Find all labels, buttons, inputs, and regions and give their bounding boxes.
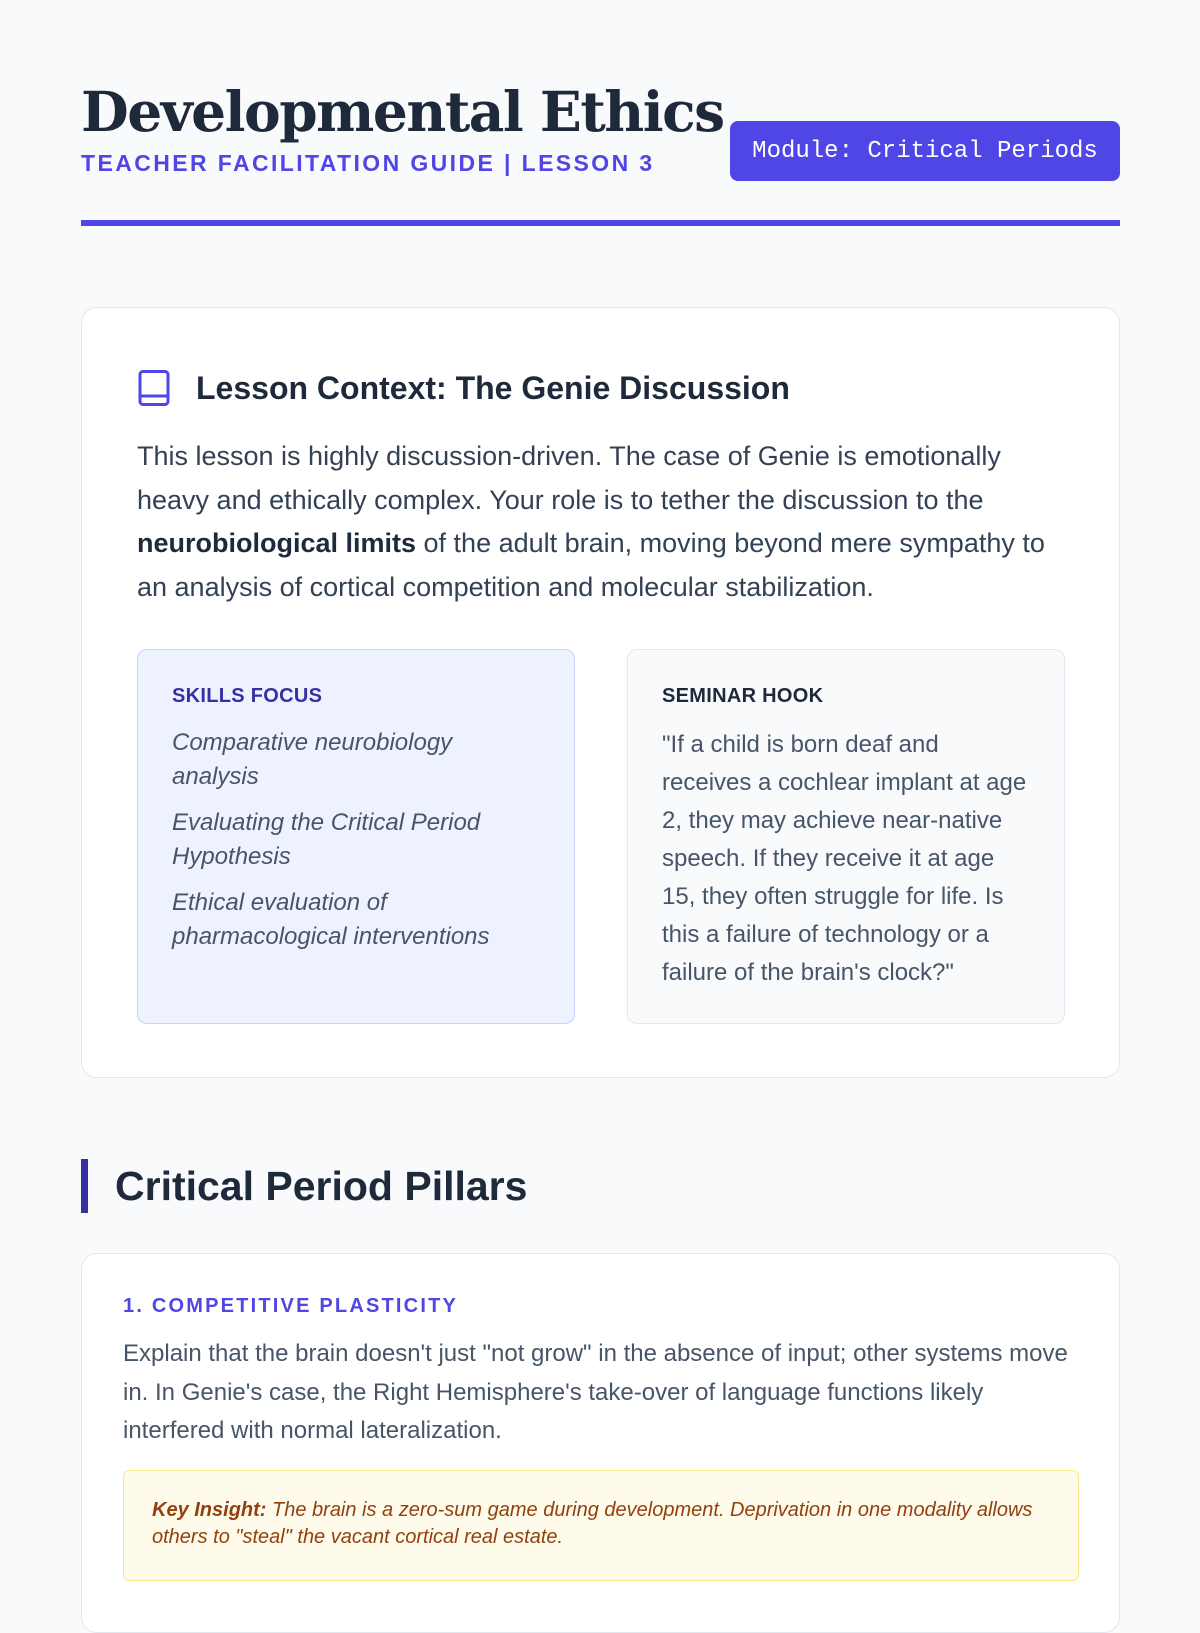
pillar-card bbox=[81, 1253, 1120, 1633]
skills-focus-box bbox=[137, 649, 575, 1024]
skill-item: Comparative neurobiology analysis bbox=[172, 729, 453, 790]
lesson-context-body-rest: of the adult brain, moving beyond mere sympathy to an analysis of cortical competition and molecular stabilization. bbox=[137, 528, 1045, 602]
pillar-title: 1. COMPETITIVE PLASTICITY bbox=[123, 1295, 459, 1317]
pillar-body: Explain that the brain doesn't just "not grow" in the absence of input; other systems move in. In Genie's case, the Right Hemisphere's take-over of language functions likely interfered with normal lateralization. bbox=[123, 1340, 1068, 1444]
lesson-context-header bbox=[137, 366, 790, 410]
lesson-context-body bbox=[137, 435, 1077, 609]
module-badge: Module: Critical Periods bbox=[730, 121, 1120, 181]
key-insight-text: The brain is a zero-sum game during development. Deprivation in one modality allows others to "steal" the vacant cortical real estate. bbox=[152, 1499, 1033, 1548]
seminar-hook-quote: "If a child is born deaf and receives a cochlear implant at age 2, they may achieve near-native speech. If they receive it at age 15, they often struggle for life. Is this a failure of technology or a failure of the brain's clock?" bbox=[662, 731, 1027, 986]
page-title: Developmental Ethics bbox=[81, 79, 724, 144]
page-subtitle: TEACHER FACILITATION GUIDE | LESSON 3 bbox=[81, 150, 655, 176]
lesson-context-card bbox=[81, 307, 1120, 1078]
book-icon bbox=[137, 369, 171, 407]
seminar-hook-box bbox=[627, 649, 1065, 1024]
lesson-context-body-intro: This lesson is highly discussion-driven. The case of Genie is emotionally heavy and ethically complex. Your role is to tether the discussion to the bbox=[137, 441, 1001, 515]
skill-item: Ethical evaluation of pharmacological interventions bbox=[172, 889, 490, 950]
pillars-section-title: Critical Period Pillars bbox=[81, 1159, 527, 1213]
header bbox=[81, 78, 1120, 226]
key-insight-callout bbox=[123, 1470, 1079, 1581]
key-insight-label: Key Insight: bbox=[152, 1499, 267, 1521]
lesson-context-emphasis: neurobiological limits bbox=[137, 528, 417, 558]
lesson-context-title: Lesson Context: The Genie Discussion bbox=[196, 369, 790, 406]
skills-list bbox=[172, 726, 540, 954]
skills-focus-label: SKILLS FOCUS bbox=[172, 685, 323, 707]
skill-item: Evaluating the Critical Period Hypothesis bbox=[172, 809, 481, 870]
seminar-hook-label: SEMINAR HOOK bbox=[662, 685, 824, 707]
